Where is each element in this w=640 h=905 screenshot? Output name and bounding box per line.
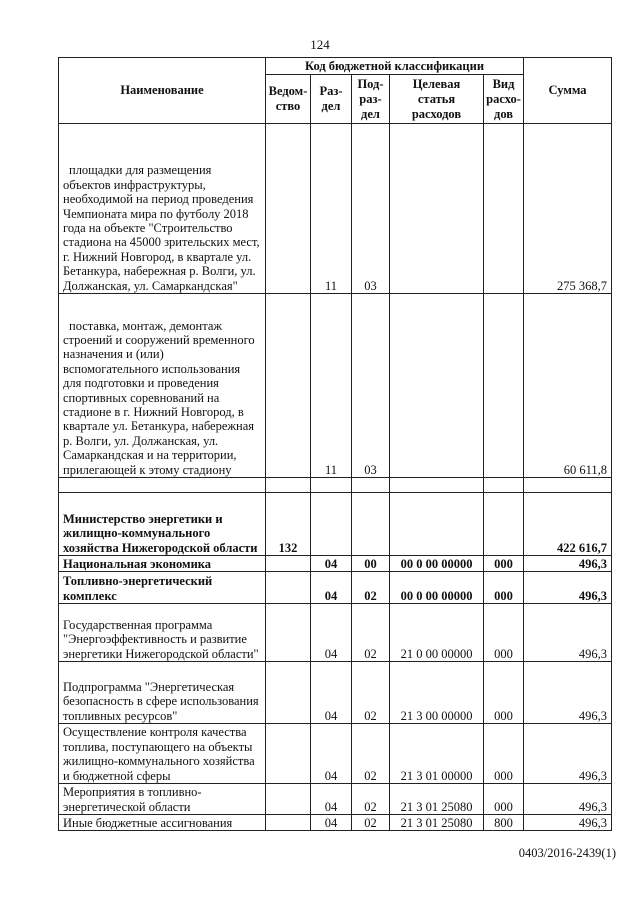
header-subsection: Под- раз- дел: [352, 75, 390, 124]
table-row: [59, 294, 612, 478]
row-target: 21 3 00 00000: [390, 662, 484, 724]
row-dept: [266, 604, 311, 662]
row-type: 000: [484, 556, 524, 572]
row-name: Государственная программа "Энергоэффективность и развитие энергетики Нижегородской области": [59, 604, 266, 662]
row-dept: [266, 556, 311, 572]
row-amount: 496,3: [524, 784, 612, 815]
row-section: 04: [311, 556, 352, 572]
row-section: 11: [311, 124, 352, 294]
row-name: Осуществление контроля качества топлива, поступающего на объекты жилищно-коммунального хозяйства и бюджетной сферы: [59, 724, 266, 784]
table-row: [59, 124, 612, 294]
row-name: Подпрограмма "Энергетическая безопасность в сфере использования топливных ресурсов": [59, 662, 266, 724]
row-section: [311, 493, 352, 556]
table-row-spacer: [59, 478, 612, 493]
row-section: [311, 478, 352, 493]
header-target: Целевая статья расходов: [390, 75, 484, 124]
row-amount: [524, 478, 612, 493]
row-name: Иные бюджетные ассигнования: [59, 815, 266, 831]
row-dept: [266, 572, 311, 604]
row-amount: 422 616,7: [524, 493, 612, 556]
table-row: [59, 604, 612, 662]
row-amount: 60 611,8: [524, 294, 612, 478]
row-dept: [266, 724, 311, 784]
row-dept: [266, 784, 311, 815]
row-section: 04: [311, 662, 352, 724]
row-amount: 496,3: [524, 724, 612, 784]
header-expense-type: Вид расхо- дов: [484, 75, 524, 124]
budget-table: [58, 57, 612, 831]
row-subsection: 03: [352, 124, 390, 294]
header-budget-code: Код бюджетной классификации: [266, 58, 524, 75]
row-subsection: [352, 478, 390, 493]
row-amount: 275 368,7: [524, 124, 612, 294]
row-subsection: 02: [352, 815, 390, 831]
row-name: Национальная экономика: [59, 556, 266, 572]
header-amount: Сумма: [524, 58, 612, 124]
row-type: [484, 478, 524, 493]
row-name: Топливно-энергетический комплекс: [59, 572, 266, 604]
document-code: 0403/2016-2439(1): [518, 846, 616, 860]
row-target: 00 0 00 00000: [390, 572, 484, 604]
table-row: [59, 493, 612, 556]
row-type: [484, 493, 524, 556]
row-subsection: 02: [352, 724, 390, 784]
header-department: Ведом- ство: [266, 75, 311, 124]
row-subsection: 00: [352, 556, 390, 572]
row-dept: [266, 294, 311, 478]
page-number: 124: [310, 37, 330, 52]
row-subsection: 02: [352, 784, 390, 815]
row-target: 21 3 01 00000: [390, 724, 484, 784]
row-target: [390, 124, 484, 294]
row-subsection: 02: [352, 572, 390, 604]
table-row: [59, 724, 612, 784]
row-section: 11: [311, 294, 352, 478]
row-type: 800: [484, 815, 524, 831]
row-target: 21 3 01 25080: [390, 784, 484, 815]
row-amount: 496,3: [524, 556, 612, 572]
row-type: 000: [484, 572, 524, 604]
row-name: Мероприятия в топливно-энергетической области: [59, 784, 266, 815]
table-row: [59, 815, 612, 831]
row-section: 04: [311, 604, 352, 662]
row-name: Министерство энергетики и жилищно-коммунального хозяйства Нижегородской области: [59, 493, 266, 556]
row-name: площадки для размещения объектов инфраструктуры, необходимой на период проведения Чемпионата мира по футболу 2018 года на объекте "Строительство стадиона на 45000 зрительских мест, г. Нижний Новгород, в квартале ул. Бетанкура, набережная р. Волги, ул. Должанская, ул. Самаркандская": [59, 124, 266, 294]
row-type: [484, 124, 524, 294]
row-type: 000: [484, 662, 524, 724]
row-subsection: 02: [352, 662, 390, 724]
row-target: [390, 493, 484, 556]
row-dept: 132: [266, 493, 311, 556]
header-name: Наименование: [59, 58, 266, 124]
row-type: [484, 294, 524, 478]
row-name: поставка, монтаж, демонтаж строений и сооружений временного назначения и (или) вспомогательного использования для подготовки и проведения спортивных соревнований на стадионе в г. Нижний Новгород, в квартале ул. Бетанкура, набережная р. Волги, ул. Должанская, ул. Самаркандская и на территории, прилегающей к этому стадиону: [59, 294, 266, 478]
row-section: 04: [311, 724, 352, 784]
table-row: [59, 556, 612, 572]
row-subsection: 02: [352, 604, 390, 662]
row-section: 04: [311, 815, 352, 831]
table-row: [59, 662, 612, 724]
row-amount: 496,3: [524, 572, 612, 604]
row-dept: [266, 124, 311, 294]
row-target: [390, 294, 484, 478]
row-section: 04: [311, 784, 352, 815]
table-row: [59, 784, 612, 815]
row-amount: 496,3: [524, 662, 612, 724]
row-dept: [266, 478, 311, 493]
row-dept: [266, 662, 311, 724]
row-target: 21 3 01 25080: [390, 815, 484, 831]
row-amount: 496,3: [524, 604, 612, 662]
row-type: 000: [484, 784, 524, 815]
row-type: 000: [484, 724, 524, 784]
header-section: Раз- дел: [311, 75, 352, 124]
row-subsection: 03: [352, 294, 390, 478]
row-section: 04: [311, 572, 352, 604]
row-dept: [266, 815, 311, 831]
row-target: 21 0 00 00000: [390, 604, 484, 662]
row-target: [390, 478, 484, 493]
table-row: [59, 572, 612, 604]
row-name: [59, 478, 266, 493]
row-type: 000: [484, 604, 524, 662]
row-subsection: [352, 493, 390, 556]
row-target: 00 0 00 00000: [390, 556, 484, 572]
row-amount: 496,3: [524, 815, 612, 831]
